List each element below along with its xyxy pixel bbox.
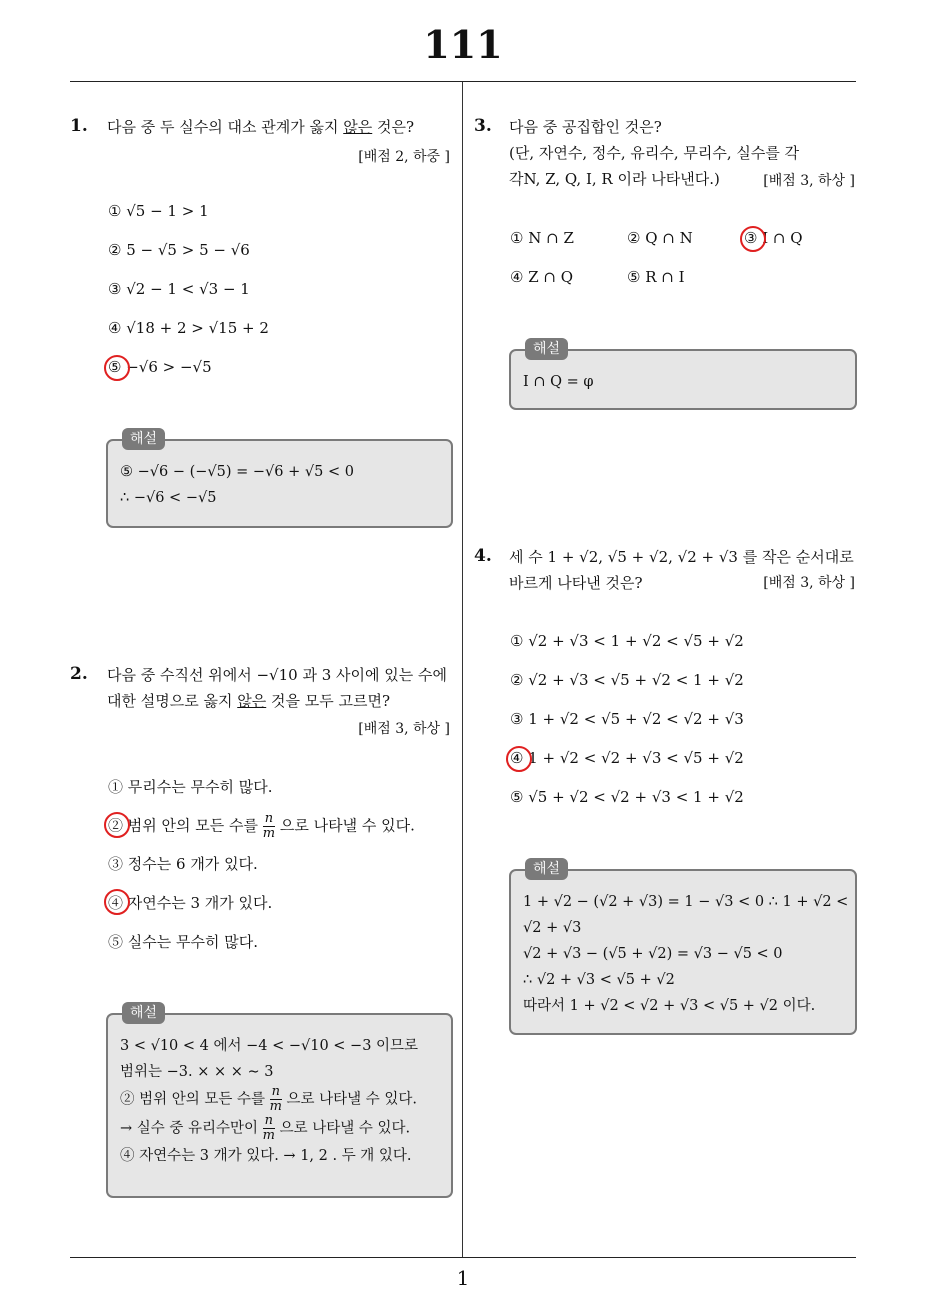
q3-choice-5[interactable]: ⑤ R ∩ I [627, 268, 685, 286]
q4-choice-5[interactable]: ⑤ √5 + √2 < √2 + √3 < 1 + √2 [510, 788, 744, 806]
q3-solution-label: 해설 [525, 338, 568, 360]
q2-solution-line-4: → 실수 중 유리수만이 $\frac{n}{m}$ 으로 나타낼 수 있다. [120, 1113, 411, 1143]
q2-choice-1[interactable]: ① 무리수는 무수히 많다. [108, 778, 273, 796]
q2-solution-label: 해설 [122, 1002, 165, 1024]
q2-choice-4[interactable]: ④ 자연수는 3 개가 있다. [108, 894, 273, 912]
q1-choice-5[interactable]: ⑤ −√6 > −√5 [108, 358, 212, 376]
q4-solution-line-5: 따라서 1 + √2 < √2 + √3 < √5 + √2 이다. [523, 998, 816, 1014]
bottom-rule [70, 1257, 856, 1258]
q2-choice-5[interactable]: ⑤ 실수는 무수히 많다. [108, 933, 258, 951]
q4-number: 4. [474, 546, 492, 566]
q3-text: 다음 중 공집합인 것은? (단, 자연수, 정수, 유리수, 무리수, 실수를 각 각N, Z, Q, I, R 이라 나타낸다.) [509, 118, 800, 188]
q2-choice-2[interactable]: ② 범위 안의 모든 수를 $\frac{n}{m}$ 으로 나타낼 수 있다. [108, 811, 415, 841]
q2-solution-box [106, 1005, 453, 1198]
q4-solution-line-2: √2 + √3 [523, 920, 582, 936]
q3-points: [배점 3, 하상 ] [763, 173, 855, 189]
q3-choice-2[interactable]: ② Q ∩ N [627, 229, 693, 247]
q1-choice-3[interactable]: ③ √2 − 1 < √3 − 1 [108, 280, 250, 298]
q2-solution-line-5: ④ 자연수는 3 개가 있다. → 1, 2 . 두 개 있다. [120, 1148, 412, 1164]
q4-points: [배점 3, 하상 ] [763, 575, 855, 591]
q3-choice-3[interactable]: ③ I ∩ Q [744, 229, 803, 247]
q2-solution-line-3: ② 범위 안의 모든 수를 $\frac{n}{m}$ 으로 나타낼 수 있다. [120, 1084, 418, 1114]
q4-solution-label: 해설 [525, 858, 568, 880]
q1-answer-circle [104, 355, 130, 381]
q2-points: [배점 3, 하상 ] [358, 721, 450, 737]
q2-choice-2-fraction: $\frac{n}{m}$ [262, 811, 276, 841]
q1-solution-label: 해설 [122, 428, 165, 450]
q3-choice-4[interactable]: ④ Z ∩ Q [510, 268, 574, 286]
q1-solution-line-2: ∴ −√6 < −√5 [120, 490, 217, 506]
q4-solution-line-4: ∴ √2 + √3 < √5 + √2 [523, 972, 675, 988]
q1-points: [배점 2, 하중 ] [358, 149, 450, 165]
q2-solution-fraction-1: $\frac{n}{m}$ [269, 1084, 282, 1114]
page-number: 1 [456, 1266, 470, 1290]
q4-solution-line-1: 1 + √2 − (√2 + √3) = 1 − √3 < 0 ∴ 1 + √2 < [523, 894, 849, 910]
top-rule [70, 81, 856, 82]
q2-number: 2. [70, 664, 88, 684]
q4-answer-circle [506, 746, 532, 772]
q4-choice-3[interactable]: ③ 1 + √2 < √5 + √2 < √2 + √3 [510, 710, 744, 728]
q1-solution-line-1: ⑤ −√6 − (−√5) = −√6 + √5 < 0 [120, 464, 354, 480]
q2-choice-3[interactable]: ③ 정수는 6 개가 있다. [108, 855, 258, 873]
q4-choice-1[interactable]: ① √2 + √3 < 1 + √2 < √5 + √2 [510, 632, 744, 650]
q1-solution-box [106, 431, 453, 528]
q4-choice-4[interactable]: ④ 1 + √2 < √2 + √3 < √5 + √2 [510, 749, 744, 767]
q4-solution-line-3: √2 + √3 − (√5 + √2) = √3 − √5 < 0 [523, 946, 783, 962]
q3-number: 3. [474, 116, 492, 136]
q1-text: 다음 중 두 실수의 대소 관계가 옳지 않은 것은? [107, 118, 415, 136]
q1-choice-4[interactable]: ④ √18 + 2 > √15 + 2 [108, 319, 269, 337]
q4-solution-box [509, 861, 857, 1035]
q2-solution-fraction-2: $\frac{n}{m}$ [262, 1113, 275, 1143]
q3-solution-line-1: I ∩ Q = φ [523, 374, 594, 390]
q3-solution-box [509, 341, 857, 410]
q4-text: 세 수 1 + √2, √5 + √2, √2 + √3 를 작은 순서대로 바르게 나타낸 것은? [509, 548, 854, 592]
q4-choice-2[interactable]: ② √2 + √3 < √5 + √2 < 1 + √2 [510, 671, 744, 689]
q3-answer-circle [740, 226, 766, 252]
q1-number: 1. [70, 116, 88, 136]
q2-answer-circle-2 [104, 812, 130, 838]
q2-solution-line-2: 범위는 −3. × × × ∼ 3 [120, 1064, 274, 1080]
q2-answer-circle-4 [104, 889, 130, 915]
page-title: 111 [423, 22, 503, 67]
q2-text: 다음 중 수직선 위에서 −√10 과 3 사이에 있는 수에 대한 설명으로 옳지 않은 것을 모두 고르면? [107, 666, 448, 710]
column-divider [462, 82, 463, 1258]
q1-choice-2[interactable]: ② 5 − √5 > 5 − √6 [108, 241, 250, 259]
q3-choice-1[interactable]: ① N ∩ Z [510, 229, 574, 247]
q1-choice-1[interactable]: ① √5 − 1 > 1 [108, 202, 209, 220]
q2-solution-line-1: 3 < √10 < 4 에서 −4 < −√10 < −3 이므로 [120, 1038, 419, 1054]
